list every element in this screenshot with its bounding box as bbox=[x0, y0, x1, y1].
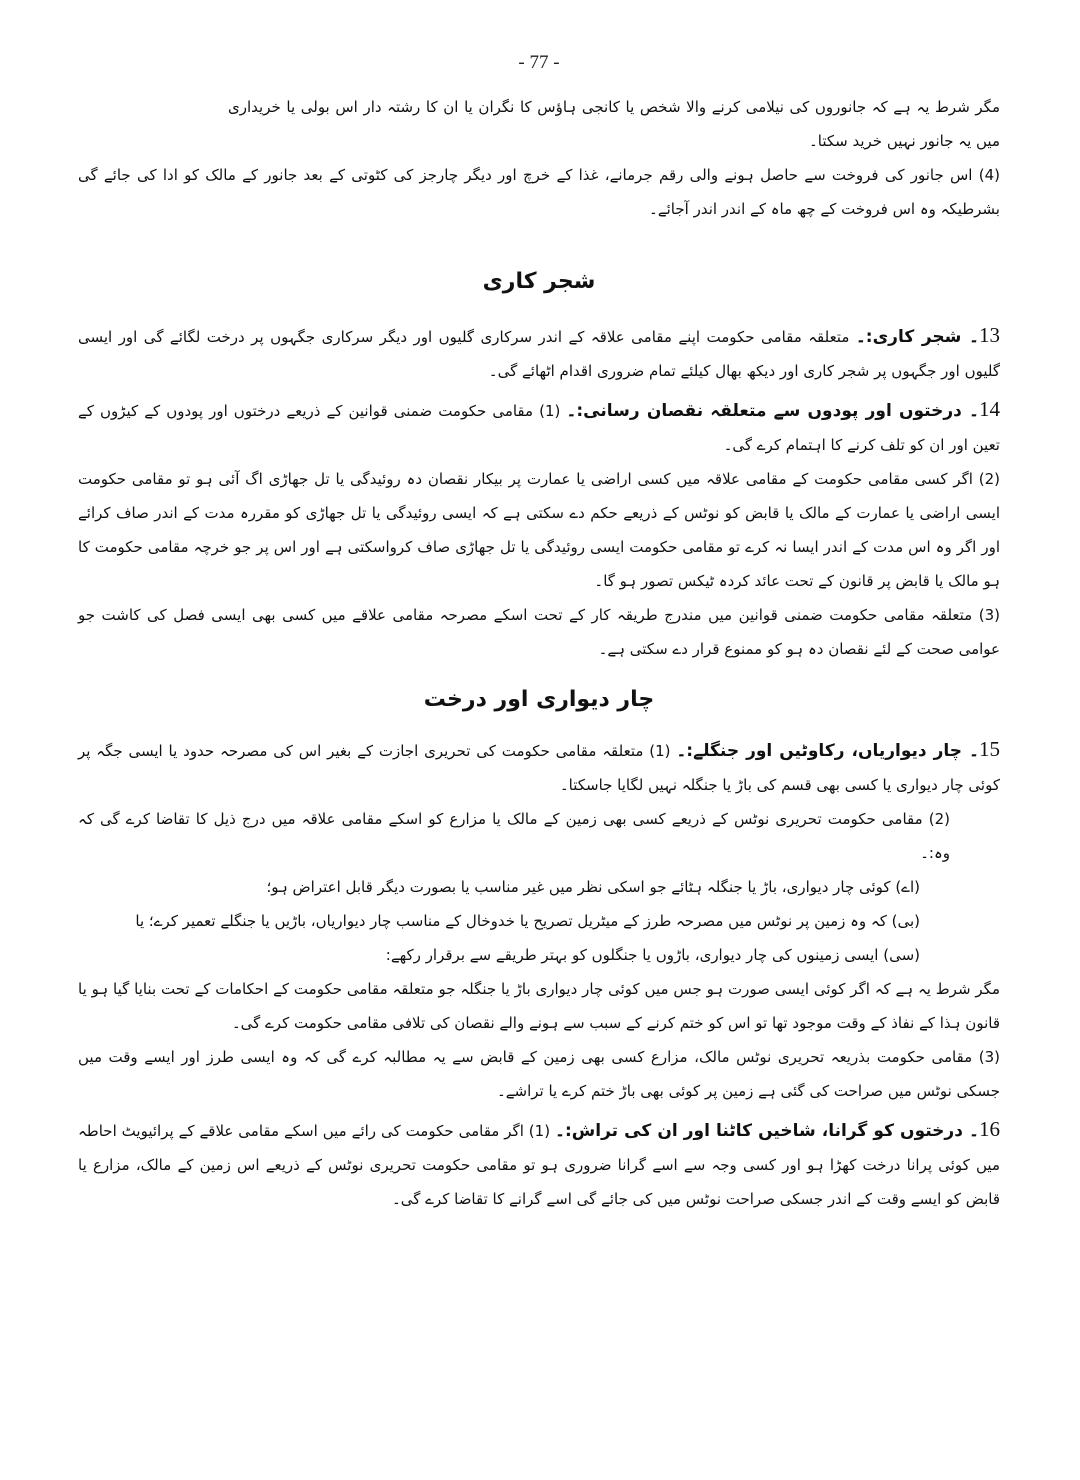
section-16-number: 16 bbox=[979, 1117, 1000, 1141]
section-14 bbox=[78, 392, 1000, 462]
section-13-title: ۔ شجر کاری:۔ bbox=[855, 327, 979, 347]
intro-clause-4: (4) اس جانور کی فروخت سے حاصل ہونے والی رقم جرمانے، غذا کے خرچ اور دیگر چارجز کی کٹوتی کے بعد جانور کے مالک کو ادا کی جائے گی بشرطیکہ وہ اس فروخت کے چھ ماہ کے اندر اندر آجائے۔ bbox=[78, 166, 1000, 218]
intro-proviso: مگر شرط یہ ہے کہ جانوروں کی نیلامی کرنے والا شخص یا کانجی ہاؤس کا نگران یا ان کا رشتہ دار اس بولی یا خریداری میں یہ جانور نہیں خرید سکتا۔ bbox=[228, 98, 1000, 150]
section-15-title: ۔ چار دیواریاں، رکاوٹیں اور جنگلے:۔ bbox=[676, 741, 979, 761]
section-16 bbox=[78, 1112, 1000, 1216]
section-14-title: ۔ درختوں اور پودوں سے متعلقہ نقصان رسانی:۔ bbox=[566, 401, 979, 421]
section-15-number: 15 bbox=[978, 737, 1000, 761]
section-13 bbox=[78, 318, 1000, 388]
section-15-clause-3: (3) مقامی حکومت بذریعہ تحریری نوٹس مالک، مزارع کسی بھی زمین کے قابض سے یہ مطالبہ کرے گی کہ وہ ایسی طرز اور ایسے وقت میں جسکی نوٹس میں صراحت کی گئی ہے زمین پر کوئی بھی باڑ ختم کرے یا تراشے۔ bbox=[78, 1048, 1000, 1100]
section-15 bbox=[78, 732, 1000, 802]
section-15-clause-1: (1) متعلقہ مقامی حکومت کی تحریری اجازت کے بغیر اس کی مصرحہ حدود یا ایسی جگہ پر کوئی چار دیواری یا کسی بھی قسم کی باڑ یا جنگلہ نہیں لگایا جاسکتا۔ bbox=[78, 742, 1000, 794]
section-16-clause-1: (1) اگر مقامی حکومت کی رائے میں اسکے مقامی علاقے کے پرائیویٹ احاطہ میں کوئی پرانا درخت کھڑا ہو اور کسی وجہ سے اسے گرانا ضروری ہو تو مقامی حکومت تحریری نوٹس کے ذریعے اس زمین کے مالک، مزارع یا قابض کو ایسے وقت کے اندر جسکی صراحت نوٹس میں کی جائے گی اسے گرانے کا تقاضا کرے گی۔ bbox=[78, 1122, 1000, 1208]
section-15-proviso: مگر شرط یہ ہے کہ اگر کوئی ایسی صورت ہو جس میں کوئی چار دیواری باڑ یا جنگلہ جو متعلقہ مقامی حکومت کے احکامات کے تحت بنایا گیا ہو یا قانون ہذا کے نفاذ کے وقت موجود تھا تو اس کو ختم کرنے کے سبب سے ہونے والے نقصان کی تلافی مقامی حکومت کرے گی۔ bbox=[78, 980, 1000, 1032]
section-13-body: متعلقہ مقامی حکومت اپنے مقامی علاقہ کے اندر سرکاری گلیوں اور دیگر سرکاری جگہوں پر درخت لگائے گی اور ایسی گلیوں اور جگہوں پر شجر کاری اور دیکھ بھال کیلئے تمام ضروری اقدام اٹھائے گی۔ bbox=[78, 328, 1000, 380]
page-number: - 77 - bbox=[518, 52, 560, 73]
section-14-number: 14 bbox=[979, 397, 1000, 421]
section-15-clause-2: (2) مقامی حکومت تحریری نوٹس کے ذریعے کسی بھی زمین کے مالک یا مزارع کو اسکے مقامی علاقہ میں درج ذیل کا تقاضا کرے گی کہ وہ:۔ bbox=[78, 810, 950, 862]
section-14-clause-3: (3) متعلقہ مقامی حکومت ضمنی قوانین میں مندرج طریقہ کار کے تحت اسکے مصرحہ مقامی علاقے میں کسی بھی ایسی فصل کی کاشت جو عوامی صحت کے لئے نقصان دہ ہو کو ممنوع قرار دے سکتی ہے۔ bbox=[78, 606, 1000, 658]
section-14-clause-1: (1) مقامی حکومت ضمنی قوانین کے ذریعے درختوں اور پودوں کے کیڑوں کے تعین اور ان کو تلف کرنے کا اہتمام کرے گی۔ bbox=[78, 402, 1000, 454]
section-15-item-c: (سی) ایسی زمینوں کی چار دیواری، باڑوں یا جنگلوں کو بہتر طریقے سے برقرار رکھے: bbox=[385, 946, 920, 964]
chapter-heading-boundary-walls: چار دیواری اور درخت bbox=[423, 687, 655, 712]
section-15-item-b: (بی) کہ وہ زمین پر نوٹس میں مصرحہ طرز کے میٹریل تصریح یا خدوخال کے مناسب چار دیواریاں، باڑیں یا جنگلے تعمیر کرے؛ یا bbox=[135, 912, 920, 930]
chapter-heading-plantation: شجر کاری bbox=[482, 269, 596, 294]
section-13-number: 13 bbox=[978, 323, 1000, 347]
section-15-item-a: (اے) کوئی چار دیواری، باڑ یا جنگلہ ہٹائے جو اسکی نظر میں غیر مناسب یا بصورت دیگر قابل اعتراض ہو؛ bbox=[266, 878, 920, 896]
section-14-clause-2: (2) اگر کسی مقامی حکومت کے مقامی علاقہ میں کسی اراضی یا عمارت پر بیکار نقصان دہ روئیدگی یا تل جھاڑی اگ آئی ہو تو مقامی حکومت ایسی اراضی یا عمارت کے مالک یا قابض کو نوٹس کے ذریعے حکم دے سکتی ہے کہ ایسی روئیدگی یا تل جھاڑی کو مقررہ مدت کے اندر صاف کرائے اور اگر وہ اس مدت کے اندر ایسا نہ کرے تو مقامی حکومت ایسی روئیدگی یا تل جھاڑی صاف کرواسکتی ہے اور اس پر جو خرچہ مقامی حکومت کا ہو مالک یا قابض پر قانون کے تحت عائد کردہ ٹیکس تصور ہو گا۔ bbox=[78, 470, 1000, 590]
section-16-title: ۔ درختوں کو گرانا، شاخیں کاٹنا اور ان کی تراش:۔ bbox=[555, 1121, 979, 1141]
